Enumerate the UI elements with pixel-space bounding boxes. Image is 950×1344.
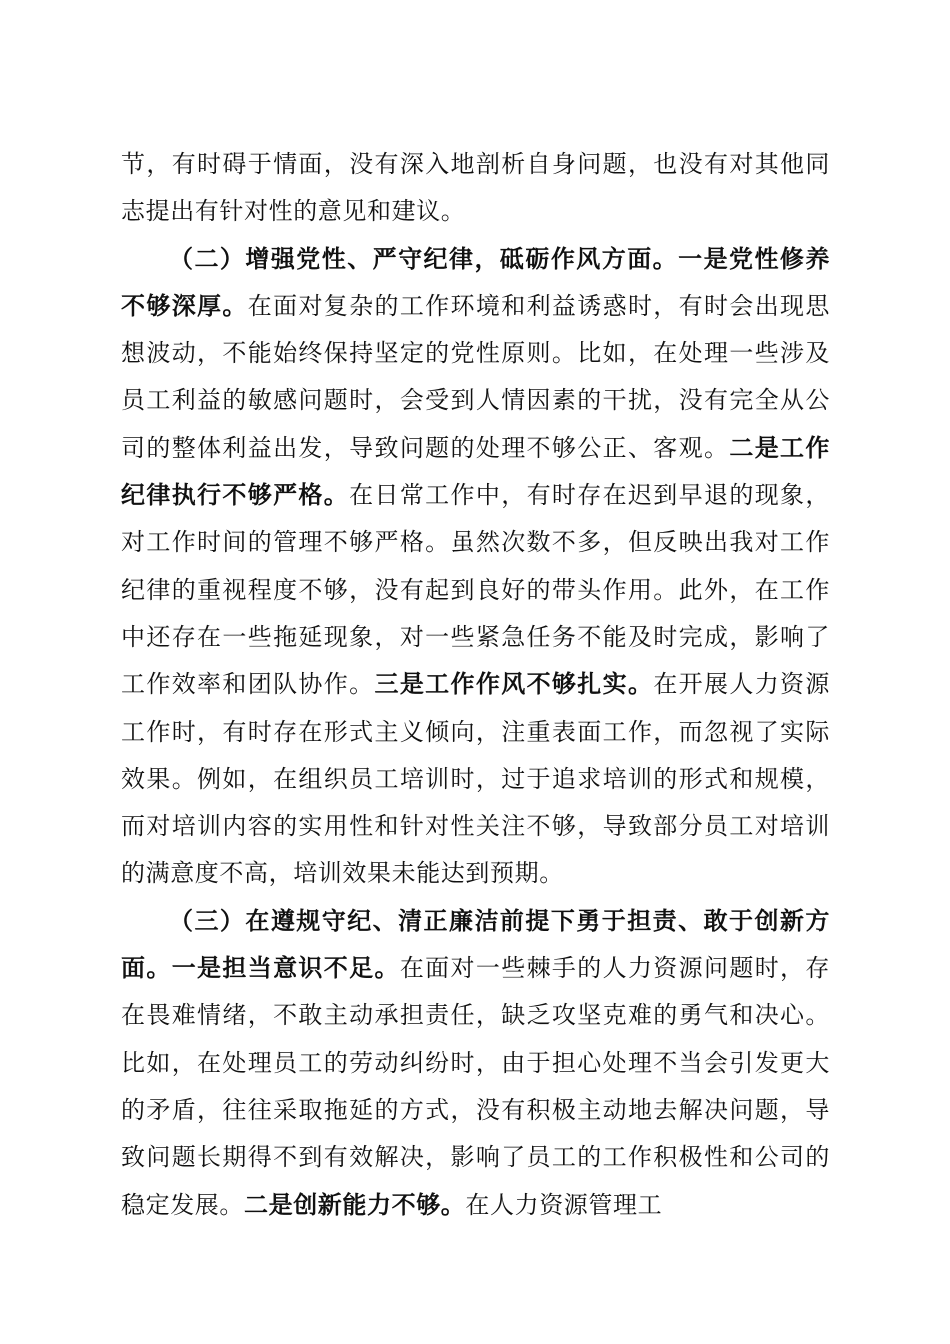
- point-heading: 二是工作纪律执行不够严格。: [121, 433, 830, 510]
- section-heading: （二）增强党性、严守纪律，砥砺作风方面。一是党性修养不够深厚。: [121, 244, 830, 320]
- section-heading: （三）在遵规守纪、清正廉洁前提下勇于担责、敢于创新方面。一是担当意识不足。: [121, 906, 830, 983]
- text-run: 在开展人力资源工作时，有时存在形式主义倾向，注重表面工作，而忽视了实际效果。例如，在组织员工培训时，过于追求培训的形式和规模，而对培训内容的实用性和针对性关注不够，导致部分员工对培训的满意度不高，培训效果未能达到预期。: [121, 670, 830, 888]
- point-heading: 二是创新能力不够。: [244, 1190, 466, 1219]
- text-run: 节，有时碍于情面，没有深入地剖析自身问题，也没有对其他同志提出有针对性的意见和建议。: [121, 150, 830, 226]
- document-body: [121, 141, 830, 1229]
- text-run: 在人力资源管理工: [465, 1190, 663, 1219]
- paragraph-continuation: [121, 141, 830, 236]
- text-run: 在面对一些棘手的人力资源问题时，存在畏难情绪，不敢主动承担责任，缺乏攻坚克难的勇气和决心。比如，在处理员工的劳动纠纷时，由于担心处理不当会引发更大的矛盾，往往采取拖延的方式，没有积极主动地去解决问题，导致问题长期得不到有效解决，影响了员工的工作积极性和公司的稳定发展。: [121, 954, 830, 1219]
- paragraph-section-two: [121, 236, 830, 898]
- point-heading: 三是工作作风不够扎实。: [374, 670, 654, 699]
- text-run: 在日常工作中，有时存在迟到早退的现象，对工作时间的管理不够严格。虽然次数不多，但反映出我对工作纪律的重视程度不够，没有起到良好的带头作用。此外，在工作中还存在一些拖延现象，对一些紧急任务不能及时完成，影响了工作效率和团队协作。: [121, 481, 830, 699]
- text-run: 在面对复杂的工作环境和利益诱惑时，有时会出现思想波动，不能始终保持坚定的党性原则。比如，在处理一些涉及员工利益的敏感问题时，会受到人情因素的干扰，没有完全从公司的整体利益出发，导致问题的处理不够公正、客观。: [121, 291, 830, 462]
- paragraph-section-three: [121, 898, 830, 1229]
